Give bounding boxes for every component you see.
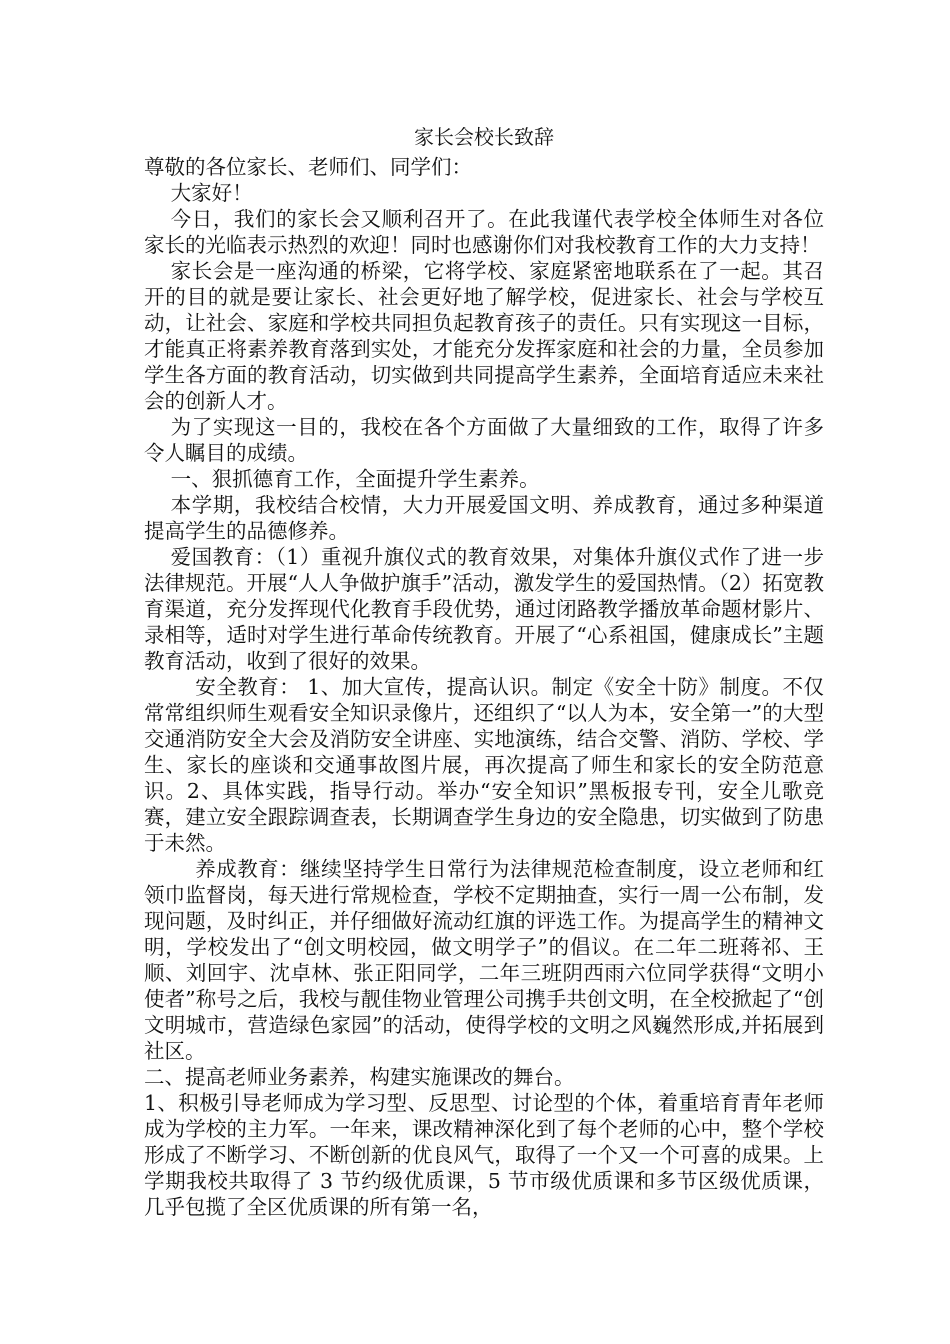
paragraph-semester: 本学期，我校结合校情，大力开展爱国文明、养成教育，通过多种渠道提高学生的品德修养。 xyxy=(144,493,824,543)
section-heading-moral-education: 一、狠抓德育工作，全面提升学生素养。 xyxy=(170,467,540,491)
paragraph-achievements: 为了实现这一目的，我校在各个方面做了大量细致的工作，取得了许多令人瞩目的成绩。 xyxy=(144,415,824,465)
paragraph-welcome: 今日，我们的家长会又顺利召开了。在此我谨代表学校全体师生对各位家长的光临表示热烈的欢迎！同时也感谢你们对我校教育工作的大力支持！ xyxy=(144,207,824,257)
paragraph-safety-education: 安全教育： 1、加大宣传，提高认识。制定《安全十防》制度。不仅常常组织师生观看安全知识录像片，还组织了“以人为本，安全第一”的大型交通消防安全大会及消防安全讲座、实地演练，结合交警、消防、学校、学生、家长的座谈和交通事故图片展，再次提高了师生和家长的安全防范意识。2、具体实践，指导行动。举办“安全知识”黑板报专刊，安全儿歌竞赛，建立安全跟踪调查表，长期调查学生身边的安全隐患，切实做到了防患于未然。 xyxy=(144,675,824,855)
document-page xyxy=(144,120,824,1220)
paragraph-habit-education: 养成教育：继续坚持学生日常行为法律规范检查制度，设立老师和红领巾监督岗，每天进行常规检查，学校不定期抽查，实行一周一公布制，发现问题，及时纠正，并仔细做好流动红旗的评选工作。为提高学生的精神文明，学校发出了“创文明校园，做文明学子”的倡议。在二年二班蒋祁、王顺、刘回宇、沈卓林、张正阳同学，二年三班阴西雨六位同学获得“文明小使者”称号之后，我校与靓佳物业管理公司携手共创文明，在全校掀起了“创文明城市，营造绿色家园”的活动，使得学校的文明之风巍然形成,并拓展到社区。 xyxy=(144,857,824,1063)
salutation: 尊敬的各位家长、老师们、同学们： xyxy=(144,155,472,179)
paragraph-teacher-development: 1、积极引导老师成为学习型、反思型、讨论型的个体，着重培育青年老师成为学校的主力军。一年来，课改精神深化到了每个老师的心中，整个学校形成了不断学习、不断创新的优良风气，取得了一个又一个可喜的成果。上学期我校共取得了 3 节约级优质课，5 节市级优质课和多节区级优质课，几乎包揽了全区优质课的所有第一名， xyxy=(144,1091,824,1219)
paragraph-patriotic-education: 爱国教育：（1）重视升旗仪式的教育效果，对集体升旗仪式作了进一步法律规范。开展“人人争做护旗手”活动，激发学生的爱国热情。（2）拓宽教育渠道，充分发挥现代化教育手段优势，通过闭路教学播放革命题材影片、录相等，适时对学生进行革命传统教育。开展了“心系祖国，健康成长”主题教育活动，收到了很好的效果。 xyxy=(144,545,824,673)
document-title: 家长会校长致辞 xyxy=(414,125,554,149)
section-heading-teacher-quality: 二、提高老师业务素养，构建实施课改的舞台。 xyxy=(144,1065,575,1089)
paragraph-purpose: 家长会是一座沟通的桥梁，它将学校、家庭紧密地联系在了一起。其召开的目的就是要让家长、社会更好地了解学校，促进家长、社会与学校互动，让社会、家庭和学校共同担负起教育孩子的责任。只有实现这一目标，才能真正将素养教育落到实处，才能充分发挥家庭和社会的力量，全员参加学生各方面的教育活动，切实做到共同提高学生素养，全面培育适应未来社会的创新人才。 xyxy=(144,259,824,413)
greeting: 大家好！ xyxy=(170,181,253,205)
